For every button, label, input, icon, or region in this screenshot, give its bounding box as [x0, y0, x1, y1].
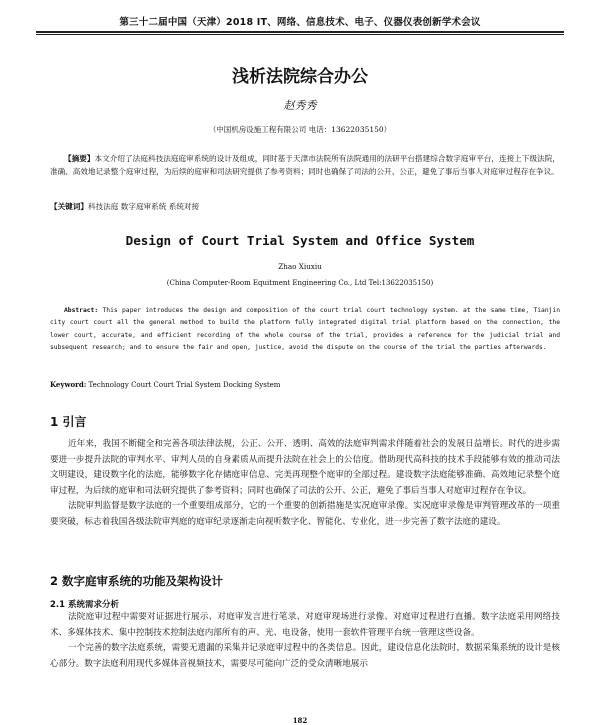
author-english: Zhao Xiuxiu — [278, 262, 322, 271]
section-2-paragraph: 法院庭审过程中需要对证据进行展示、对庭审发言进行笔录、对庭审现场进行录像、对庭审过程进行直播。数字法庭采用网络技术、多媒体技术、集中控制技术控制法庭内部所有的声、光、电设备，使用一套软件管理平台统一管理这些设备。 — [50, 612, 560, 638]
section-2-paragraph: 一个完善的数字法庭系统，需要无遗漏的采集并记录庭审过程中的各类信息。因此，建设信息化法院时，数据采集系统的设计是核心部分。数字法庭利用现代多媒体音视频技术，需要尽可能向广泛的受众清晰地展示 — [50, 643, 560, 669]
keywords-chinese-text: 科技法庭 数字庭审系统 系统对接 — [87, 202, 200, 211]
running-header: 第三十二届中国（天津）2018 IT、网络、信息技术、电子、仪器仪表创新学术会议 — [119, 17, 481, 28]
section-1-paragraph: 法院审判监督是数字法庭的一个重要组成部分，它的一个重要的创新措施是实况庭审录像。实况庭审录像是审判管理改革的一项重要突破，标志着我国各级法院审判庭的庭审纪录逐渐走向视听数字化、智能化、专业化，进一步完善了数字法庭的建设。 — [50, 501, 560, 527]
author-chinese: 赵秀秀 — [283, 99, 317, 112]
header-rule-thin — [36, 34, 564, 35]
abstract-english-text: This paper introduces the design and composition of the court trial court technology system. at the same time, Tianjin city court court all the general method to build the platform fully integrated digital trial platform based on the connection, the lower court, accurate, and efficient recording of the whole course of the trial, provides a reference for the judicial trial and subsequent research; and to ensure the fair and open, justice, avoid the dispute on the course of the trial the parties afterwards. — [50, 307, 560, 351]
abstract-chinese-label: 【摘要】 — [64, 154, 95, 163]
section-2-body — [50, 610, 560, 672]
abstract-english — [50, 305, 560, 354]
keywords-english — [50, 380, 560, 389]
section-1-heading: 1 引言 — [50, 415, 87, 429]
affiliation-chinese: （中国机房设施工程有限公司 电话：13622035150） — [208, 125, 392, 134]
keywords-english-label: Keyword: — [50, 380, 87, 389]
section-2-heading: 2 数字庭审系统的功能及架构设计 — [50, 574, 224, 588]
title-english: Design of Court Trial System and Office System — [125, 233, 475, 248]
section-2-1-heading: 2.1 系统需求分析 — [50, 600, 120, 610]
page-number: 182 — [292, 716, 308, 725]
abstract-chinese-text: 本文介绍了法庭科技法庭庭审系统的设计及组成，同时基于天津市法院所有法院通用的法研平台搭建综合数字庭审平台，连接上下级法院，准确、高效地记录整个庭审过程，为后续的庭审和司法研究提供了参考资料；同时也确保了司法的公开、公正，避免了事后当事人对庭审过程存在争议。 — [50, 154, 560, 177]
header-rule — [36, 31, 564, 33]
affiliation-english: (China Computer-Room Equitment Engineering Co., Ltd Tel:13622035150) — [166, 279, 434, 287]
keywords-chinese-label: 【关键词】 — [50, 202, 88, 211]
abstract-english-label: Abstract: — [64, 307, 99, 314]
keywords-english-text: Technology Court Court Trial System Docking System — [88, 381, 281, 389]
section-1-body — [50, 437, 560, 531]
section-1-paragraph: 近年来，我国不断健全和完善各项法律法规，公正、公开、透明、高效的法庭审判需求伴随着社会的发展日益增长。时代的进步需要进一步提升法院的审判水平、审判人员的自身素质从而提升法院在社会上的公信度。借助现代高科技的技术手段能够有效的推动司法文明建设，建设数字化的法庭，能够数字化存储庭审信息、完美再现整个庭审的全部过程。建设数字法庭能够准确、高效地记录整个庭审过程，为后续的庭审和司法研究提供了参考资料；同时也确保了司法的公开、公正，避免了事后当事人对庭审过程存在争议。 — [50, 439, 560, 496]
keywords-chinese — [50, 200, 560, 213]
abstract-chinese — [50, 152, 560, 179]
title-chinese: 浅析法院综合办公 — [232, 67, 368, 87]
